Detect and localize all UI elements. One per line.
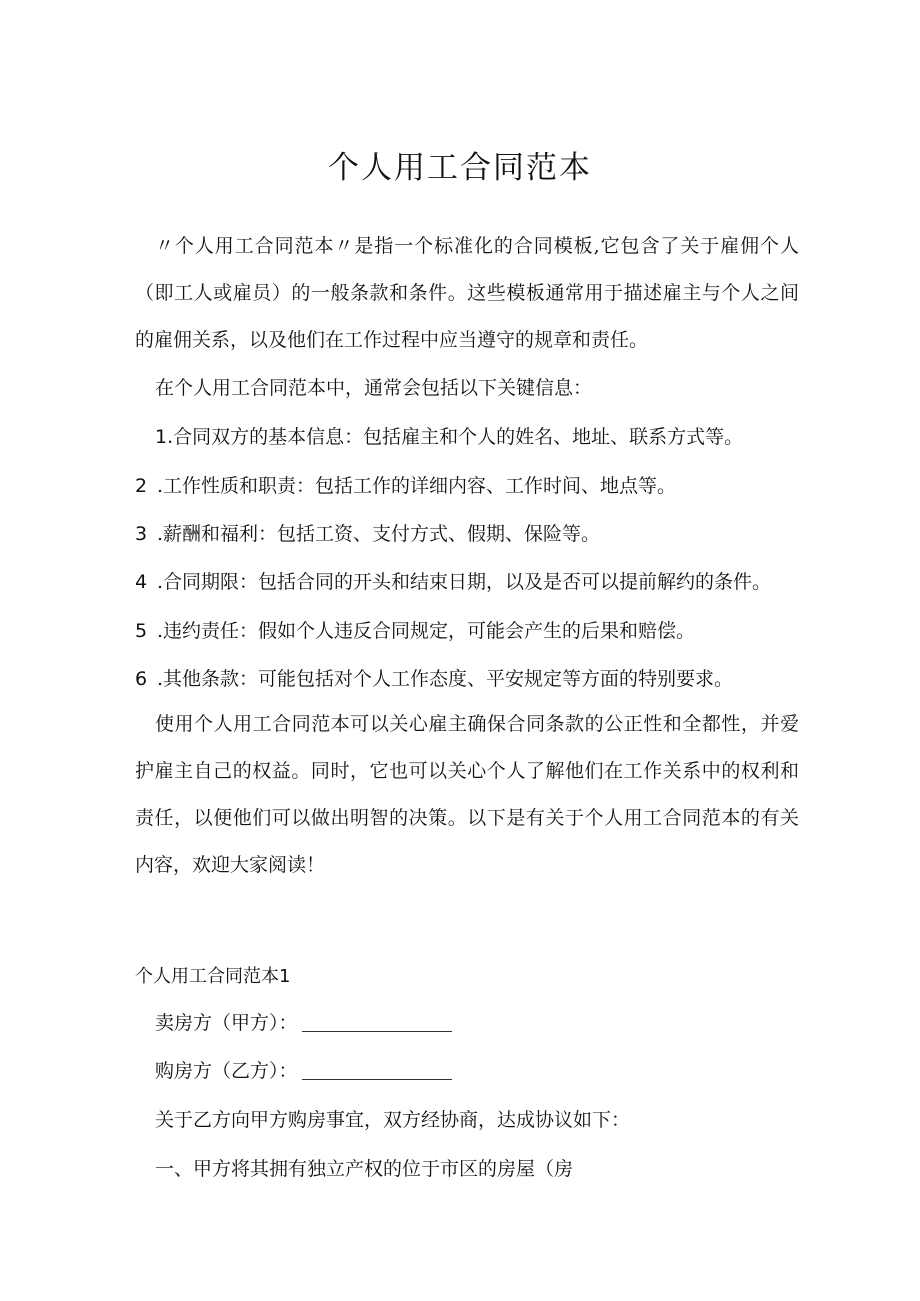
seller-line <box>155 1008 452 1038</box>
list-item <box>135 519 600 549</box>
list-item-text: .合同期限：包括合同的开头和结束日期，以及是否可以提前解约的条件。 <box>157 571 772 593</box>
list-item <box>135 471 676 501</box>
seller-blank <box>302 1013 452 1032</box>
list-item-number: 6 <box>135 668 148 690</box>
closing-paragraph: 使用个人用工合同范本可以关心雇主确保合同条款的公正性和全都性，并爱护雇主自己的权益。同时，它也可以关心个人了解他们在工作关系中的权利和责任，以便他们可以做出明智的决策。以下是有关于个人用工合同范本的有关内容，欢迎大家阅读！ <box>135 713 799 876</box>
list-item-text: .工作性质和职责：包括工作的详细内容、工作时间、地点等。 <box>157 475 677 497</box>
list-item-number: 2 <box>135 475 148 497</box>
seller-label: 卖房方（甲方）： <box>155 1012 298 1034</box>
section-title: 个人用工合同范本1 <box>135 966 291 987</box>
list-item-text: .薪酬和福利：包括工资、支付方式、假期、保险等。 <box>157 523 601 545</box>
list-item-number: 3 <box>135 523 148 545</box>
list-item <box>135 664 733 694</box>
clause-one-line: 一、甲方将其拥有独立产权的位于市区的房屋（房 <box>155 1158 574 1180</box>
buyer-label: 购房方（乙方）： <box>155 1060 298 1082</box>
list-item-text: 合同双方的基本信息：包括雇主和个人的姓名、地址、联系方式等。 <box>173 426 744 448</box>
buyer-line <box>155 1056 452 1086</box>
list-item <box>135 567 771 597</box>
list-item-text: .违约责任：假如个人违反合同规定，可能会产生的后果和赔偿。 <box>157 620 696 642</box>
list-item-number: 5 <box>135 620 148 642</box>
list-item-number: 1. <box>155 426 174 448</box>
list-item <box>135 616 695 646</box>
list-item-text: .其他条款：可能包括对个人工作态度、平安规定等方面的特别要求。 <box>157 668 734 690</box>
lead-line: 在个人用工合同范本中，通常会包括以下关键信息： <box>155 377 593 399</box>
intro-paragraph: 〃个人用工合同范本〃是指一个标准化的合同模板,它包含了关于雇佣个人（即工人或雇员）的一般条款和条件。这些模板通常用于描述雇主与个人之间的雇佣关系，以及他们在工作过程中应当遵守的规章和责任。 <box>135 235 799 351</box>
document-title: 个人用工合同范本 <box>328 150 592 186</box>
agreement-line: 关于乙方向甲方购房事宜，双方经协商，达成协议如下： <box>155 1109 631 1131</box>
buyer-blank <box>302 1061 452 1080</box>
list-item-number: 4 <box>135 571 148 593</box>
list-item <box>155 422 743 452</box>
